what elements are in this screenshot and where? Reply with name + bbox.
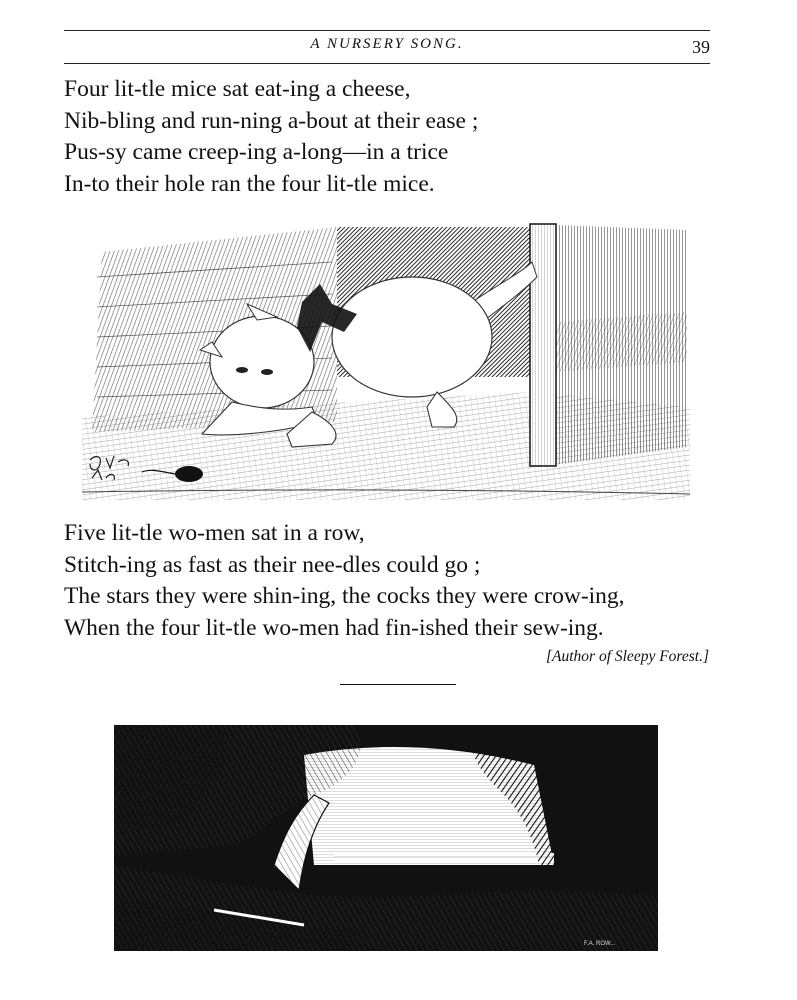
landscape-illustration bbox=[114, 725, 658, 951]
verse-line: Stitch-ing as fast as their nee-dles could go ; bbox=[64, 551, 481, 578]
mouse bbox=[175, 466, 203, 482]
verse-line: Five lit-tle wo-men sat in a row, bbox=[64, 520, 365, 546]
page-number: 39 bbox=[692, 37, 710, 57]
attribution: [Author of Sleepy Forest.] bbox=[545, 648, 709, 665]
engraver-mark: F.A. ROW... bbox=[584, 941, 616, 947]
running-title: A NURSERY SONG. bbox=[310, 36, 464, 52]
verse-line: Nib-bling and run-ning a-bout at their ease ; bbox=[64, 107, 479, 134]
header-underline bbox=[64, 63, 710, 64]
top-rule bbox=[64, 30, 710, 31]
verse-line: In-to their hole ran the four lit-tle mice. bbox=[64, 170, 435, 197]
stanza-two bbox=[64, 518, 625, 644]
stanza-one bbox=[64, 74, 478, 200]
verse-line: Four lit-tle mice sat eat-ing a cheese, bbox=[64, 76, 411, 102]
cat bbox=[332, 277, 492, 397]
verse-line: When the four lit-tle wo-men had fin-ished their sew-ing. bbox=[64, 614, 604, 641]
verse-line: Pus-sy came creep-ing a-long—in a trice bbox=[64, 139, 449, 165]
section-divider bbox=[340, 684, 456, 685]
verse-line: The stars they were shin-ing, the cocks they were crow-ing, bbox=[64, 583, 625, 609]
cat-and-mouse-illustration bbox=[82, 222, 690, 500]
